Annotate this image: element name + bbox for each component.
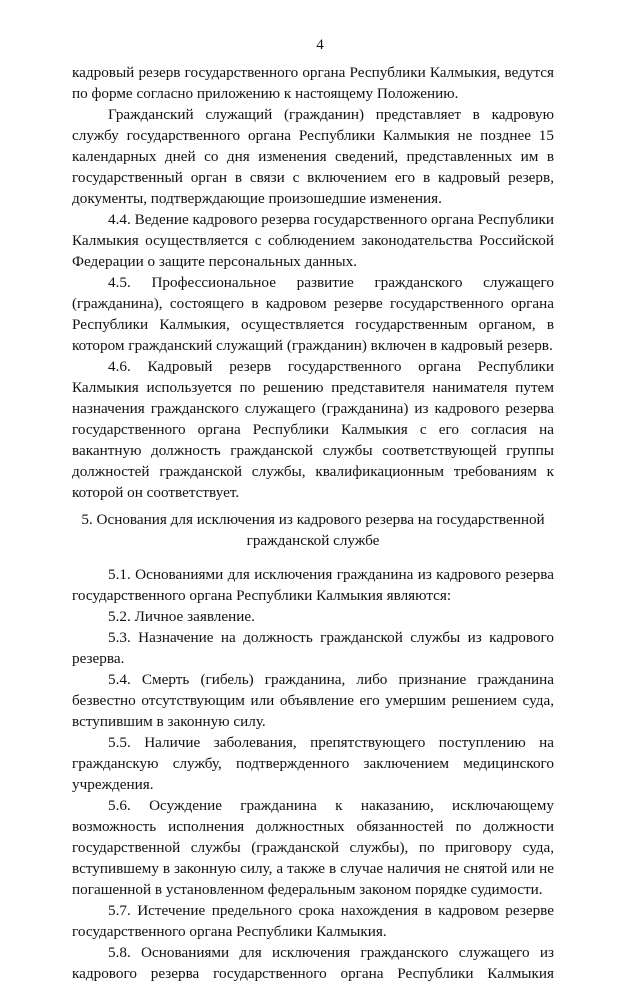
text-line: резерва. <box>72 650 125 667</box>
text-line: государственного органа Республики Калмыкия с его согласия на <box>72 421 554 438</box>
text-line: 5.3. Назначение на должность гражданской службы из кадрового <box>108 629 554 646</box>
text-line: учреждения. <box>72 776 154 793</box>
spacer <box>72 551 554 564</box>
text-line: 5.8. Основаниями для исключения гражданского служащего из <box>108 944 554 961</box>
text-line: (гражданина), состоящего в кадровом резерве государственного органа <box>72 295 554 312</box>
text-line: безвестно отсутствующим или объявление его умершим решением суда, <box>72 692 554 709</box>
document-body <box>72 62 554 984</box>
text-line: кадровый резерв государственного органа Республики Калмыкия, ведутся <box>72 64 554 81</box>
text-line: 4.5. Профессиональное развитие гражданского служащего <box>108 274 554 291</box>
text-line: должностей гражданской службы, квалификационным требованиям к <box>72 463 554 480</box>
text-line: Калмыкия осуществляется с соблюдением законодательства Российской <box>72 232 554 249</box>
text-line: документы, подтверждающие произошедшие изменения. <box>72 190 442 207</box>
text-line: по форме согласно приложению к настоящему Положению. <box>72 85 459 102</box>
section-heading-line: 5. Основания для исключения из кадрового резерва на государственной <box>81 511 545 528</box>
text-line: 5.4. Смерть (гибель) гражданина, либо признание гражданина <box>108 671 554 688</box>
section-5-body <box>72 564 554 984</box>
text-line: 5.2. Личное заявление. <box>108 608 255 625</box>
text-line: вакантную должность гражданской службы соответствующей группы <box>72 442 554 459</box>
text-line: вступившему в законную силу, а также в случае наличия не снятой или не <box>72 860 554 877</box>
text-line: 5.7. Истечение предельного срока нахождения в кадровом резерве <box>108 902 554 919</box>
text-line: Калмыкия используется по решению представителя нанимателя путем <box>72 379 554 396</box>
text-line: назначения гражданского служащего (гражданина) из кадрового резерва <box>72 400 554 417</box>
text-line: 4.6. Кадровый резерв государственного органа Республики <box>108 358 554 375</box>
text-line: 4.4. Ведение кадрового резерва государственного органа Республики <box>108 211 554 228</box>
text-line: государственного органа Республики Калмыкия являются: <box>72 587 452 604</box>
section-4-continuation <box>72 62 554 503</box>
text-line: вступившим в законную силу. <box>72 713 266 730</box>
text-line: Федерации о защите персональных данных. <box>72 253 357 270</box>
page-number: 4 <box>316 37 324 53</box>
text-line: Гражданский служащий (гражданин) представляет в кадровую <box>108 106 554 123</box>
text-line: Республики Калмыкия, осуществляется государственным органом, в <box>72 316 554 333</box>
text-line: государственной службы (гражданской службы), по приговору суда, <box>72 839 554 856</box>
text-line: государственный орган в связи с включением его в кадровый резерв, <box>72 169 554 186</box>
text-line: котором гражданский служащий (гражданин) включен в кадровый резерв. <box>72 337 553 354</box>
section-heading-line: гражданской службе <box>246 532 380 549</box>
text-line: 5.1. Основаниями для исключения гражданина из кадрового резерва <box>108 566 554 583</box>
text-line: 5.6. Осуждение гражданина к наказанию, исключающему <box>108 797 554 814</box>
text-line: погашенной в установленном федеральным законом порядке судимости. <box>72 881 543 898</box>
text-line: 5.5. Наличие заболевания, препятствующего поступлению на <box>108 734 554 751</box>
text-line: которой он соответствует. <box>72 484 240 501</box>
text-line: службу государственного органа Республики Калмыкия не позднее 15 <box>72 127 554 144</box>
text-line: возможность исполнения должностных обязанностей по должности <box>72 818 554 835</box>
text-line: гражданскую службу, подтвержденного заключением медицинского <box>72 755 554 772</box>
text-line: кадрового резерва государственного органа Республики Калмыкия <box>72 965 554 982</box>
text-line: государственного органа Республики Калмыкия. <box>72 923 387 940</box>
section-heading <box>72 509 554 551</box>
text-line: календарных дней со дня изменения сведений, представленных им в <box>72 148 554 165</box>
